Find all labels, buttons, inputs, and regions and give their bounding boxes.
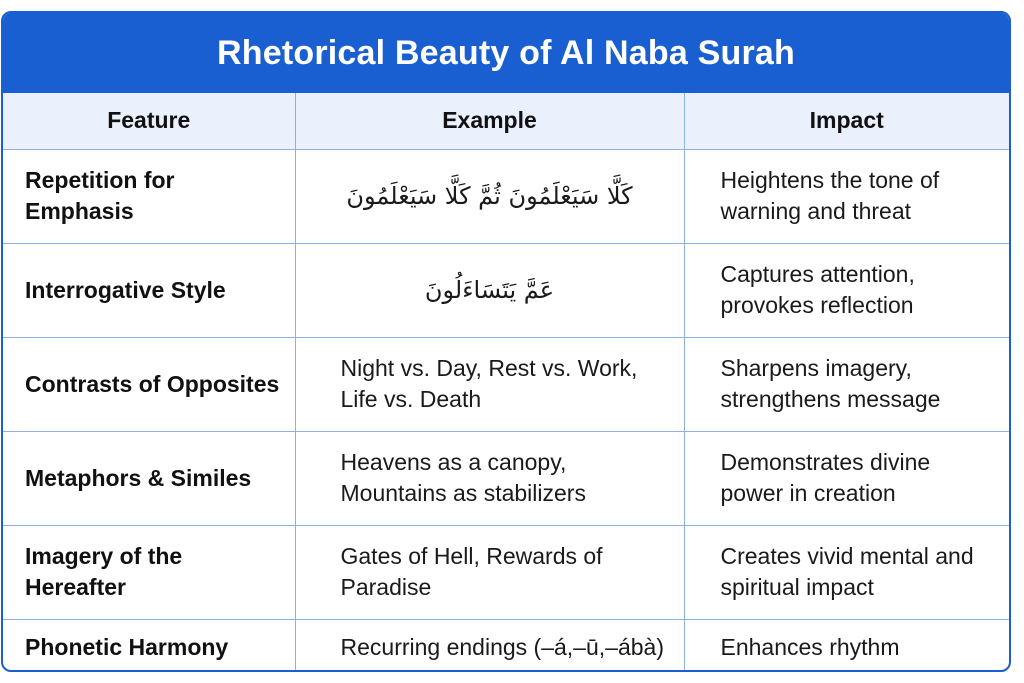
example-cell: Recurring endings (–á,–ū,–ábà) [295,619,684,672]
feature-cell: Contrasts of Opposites [3,337,295,431]
feature-cell: Imagery of the Hereafter [3,525,295,619]
table-row [3,431,1009,525]
header-impact: Impact [684,93,1009,149]
impact-cell: Demonstrates divine power in creation [684,431,1009,525]
table-row [3,337,1009,431]
feature-cell: Repetition for Emphasis [3,149,295,243]
table-row [3,525,1009,619]
rhetoric-table-card [1,11,1011,672]
table-row [3,149,1009,243]
feature-cell: Interrogative Style [3,243,295,337]
table-row [3,619,1009,672]
header-feature: Feature [3,93,295,149]
impact-cell: Sharpens imagery, strengthens message [684,337,1009,431]
header-row [3,93,1009,149]
example-cell: كَلَّا سَيَعْلَمُونَ ثُمَّ كَلَّا سَيَعْلَمُونَ [295,149,684,243]
table-row [3,243,1009,337]
header-example: Example [295,93,684,149]
impact-cell: Heightens the tone of warning and threat [684,149,1009,243]
example-cell: عَمَّ يَتَسَاءَلُونَ [295,243,684,337]
table-title: Rhetorical Beauty of Al Naba Surah [3,13,1009,93]
impact-cell: Enhances rhythm [684,619,1009,672]
example-cell: Night vs. Day, Rest vs. Work, Life vs. Death [295,337,684,431]
impact-cell: Captures attention, provokes reflection [684,243,1009,337]
feature-cell: Metaphors & Similes [3,431,295,525]
rhetoric-table [3,93,1009,672]
impact-cell: Creates vivid mental and spiritual impact [684,525,1009,619]
feature-cell: Phonetic Harmony [3,619,295,672]
example-cell: Gates of Hell, Rewards of Paradise [295,525,684,619]
example-cell: Heavens as a canopy, Mountains as stabilizers [295,431,684,525]
